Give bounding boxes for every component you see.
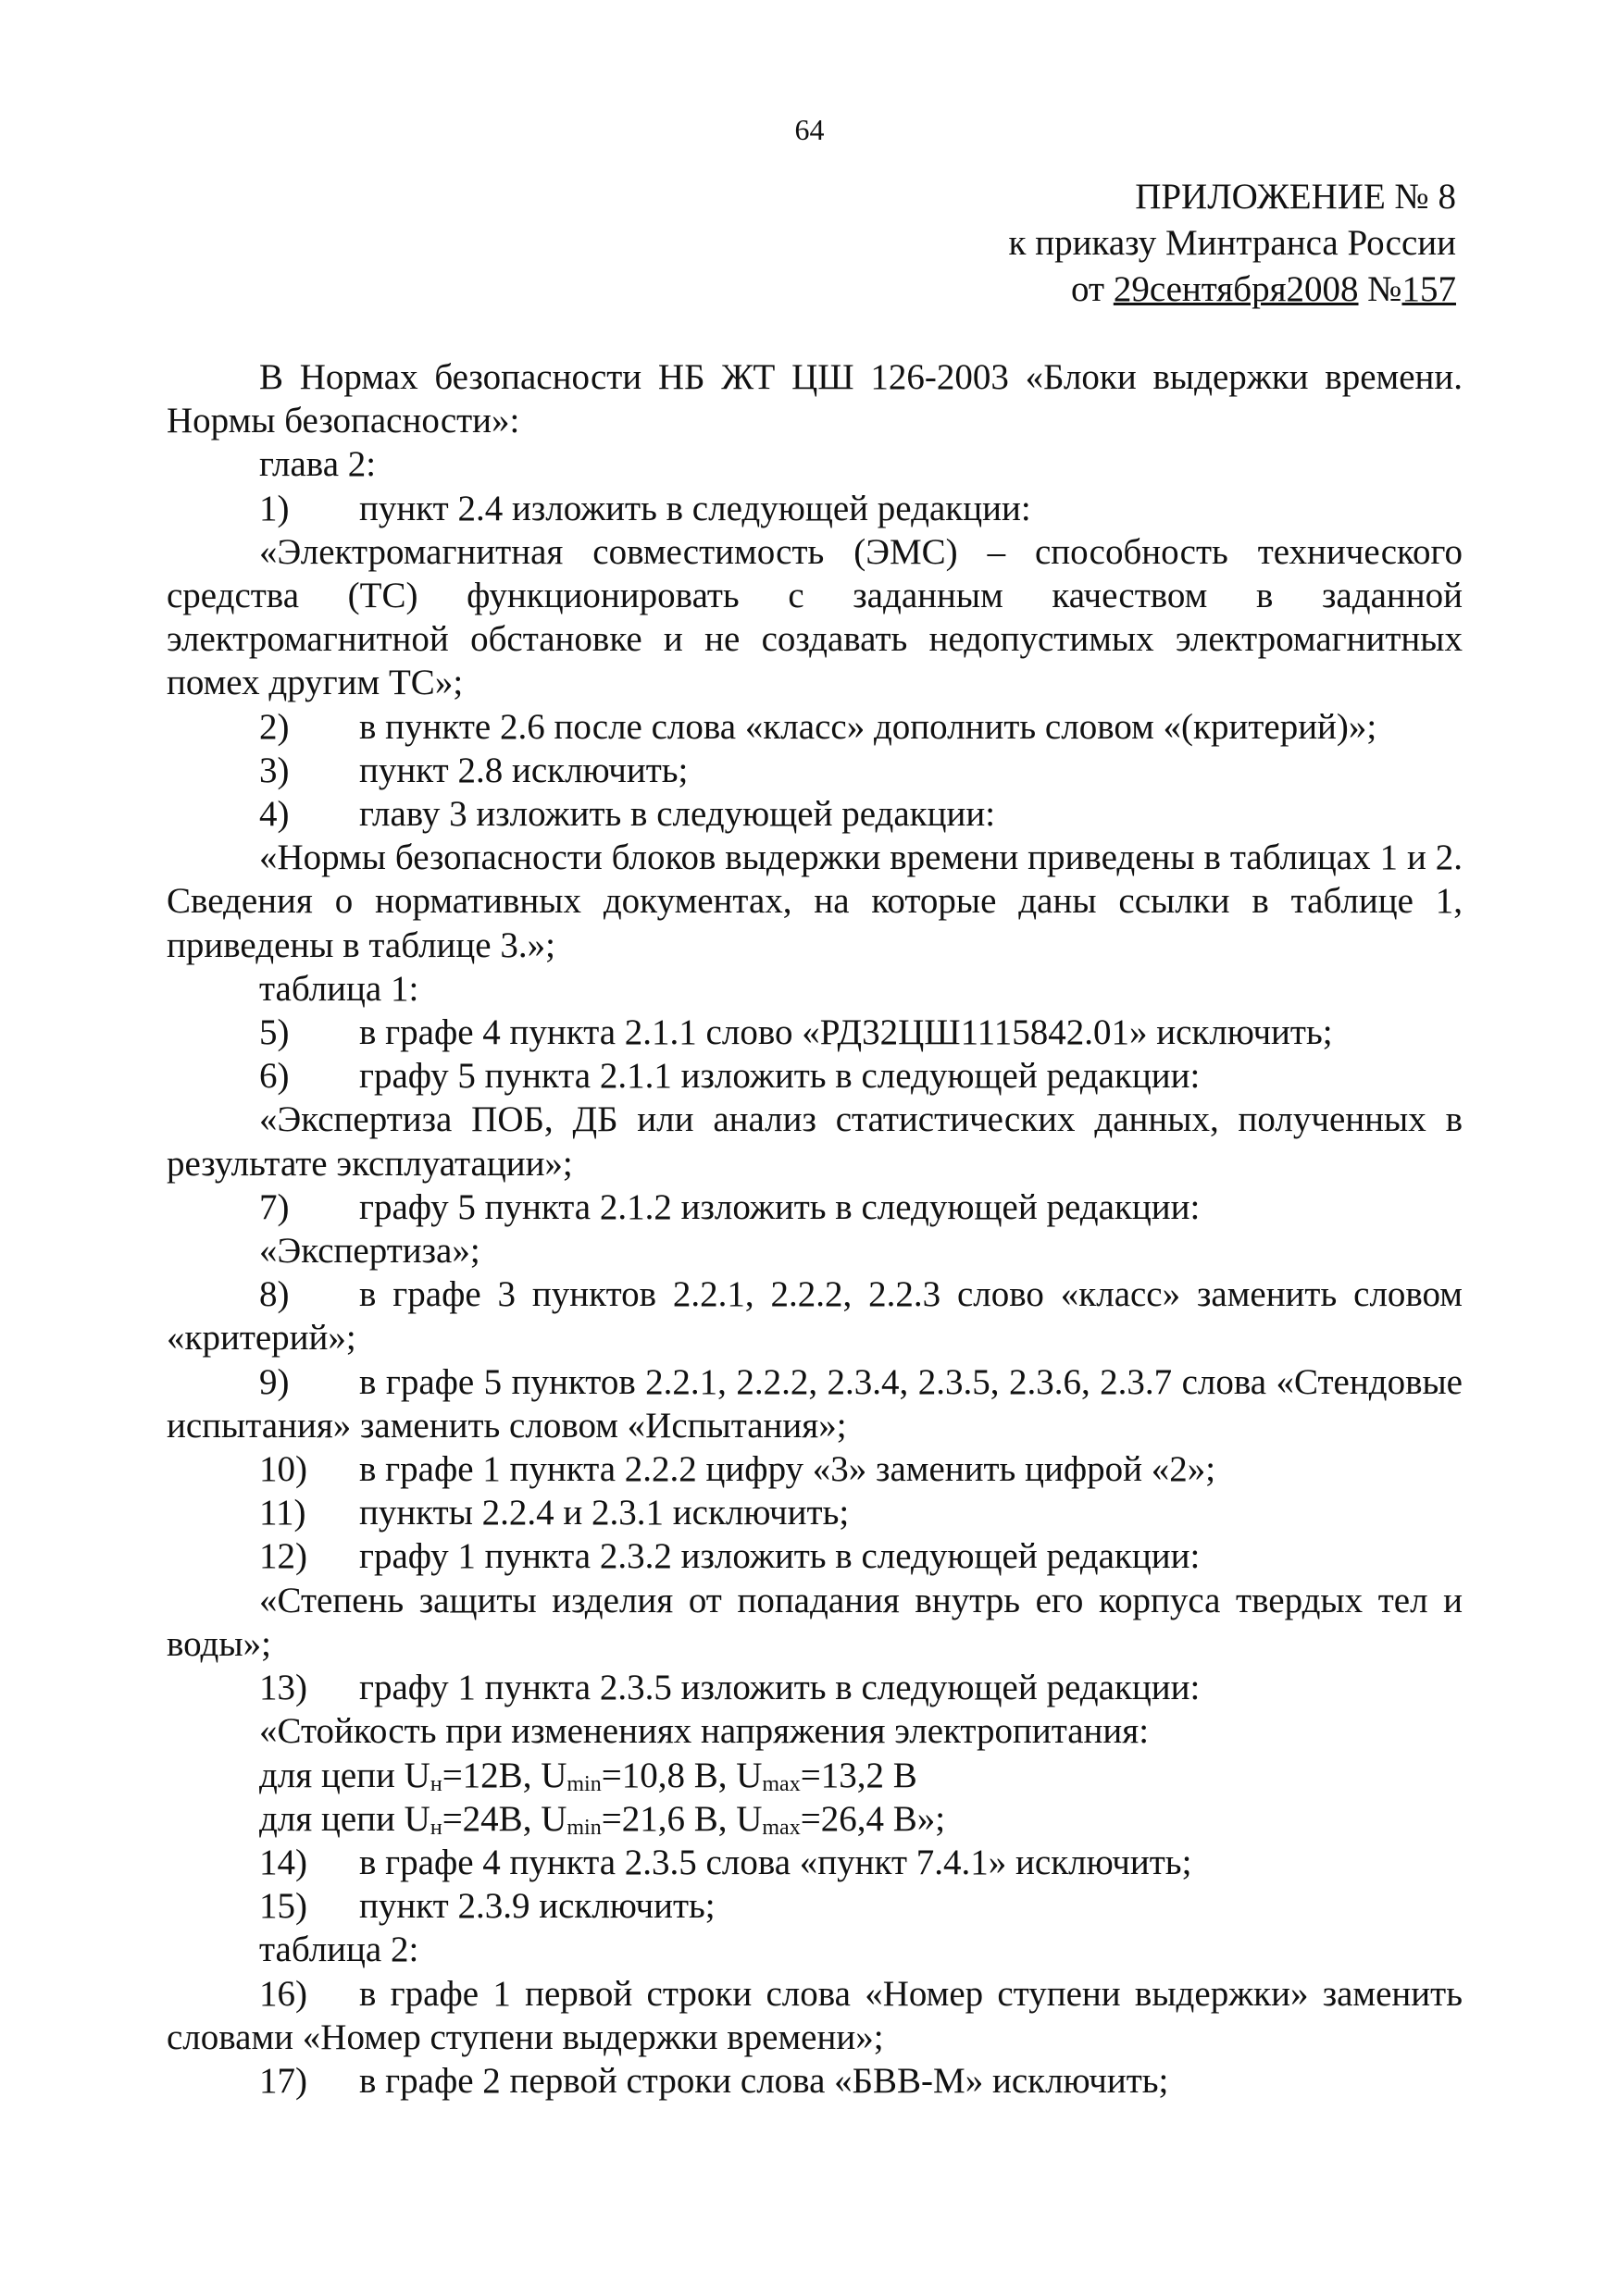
item-text: пункт 2.4 изложить в следующей редакции: [359, 488, 1031, 528]
item-text: графу 1 пункта 2.3.5 изложить в следующей редакции: [359, 1668, 1201, 1708]
subscript-min: min [567, 1771, 602, 1796]
item-number: 17) [259, 2060, 307, 2101]
circuit-text: для цепи U [259, 1798, 430, 1839]
circuit-text: =13,2 В [800, 1755, 917, 1795]
annex-header [1009, 174, 1456, 313]
item-text: пункт 2.8 исключить; [359, 750, 689, 790]
item-text: в графе 5 пунктов 2.2.1, 2.2.2, 2.3.4, 2.3.5, 2.3.6, 2.3.7 слова «Стендовые испытания» заменить словом «Испытания»; [167, 1361, 1463, 1446]
item-number: 4) [259, 794, 290, 835]
item-number: 8) [259, 1274, 290, 1315]
list-item-7 [167, 1185, 1463, 1229]
list-item-1 [167, 487, 1463, 530]
document-body [167, 355, 1463, 2103]
chapter-2-label: глава 2: [259, 444, 377, 485]
item-text: графу 5 пункта 2.1.2 изложить в следующей редакции: [359, 1186, 1201, 1227]
item-6-quote: «Экспертиза ПОБ, ДБ или анализ статистических данных, полученных в результате эксплуатации»; [167, 1099, 1463, 1184]
item-text: главу 3 изложить в следующей редакции: [359, 794, 996, 835]
subscript-max: max [762, 1771, 801, 1796]
circuit-12v-line [167, 1754, 1463, 1797]
item-4-quote: «Нормы безопасности блоков выдержки времени приведены в таблицах 1 и 2. Сведения о нормативных документах, на которые даны ссылки в таблице 1, приведены в таблице 3.»; [167, 838, 1463, 965]
item-text: пункты 2.2.4 и 2.3.1 исключить; [359, 1493, 850, 1533]
item-number: 2) [259, 706, 290, 747]
item-number: 9) [259, 1361, 290, 1402]
item-text: графу 5 пункта 2.1.1 изложить в следующей редакции: [359, 1056, 1201, 1097]
list-item-15 [167, 1884, 1463, 1928]
item-number: 12) [259, 1536, 307, 1577]
item-number: 1) [259, 488, 290, 528]
annex-title: ПРИЛОЖЕНИЕ № 8 [1135, 177, 1456, 217]
list-item-9 [167, 1360, 1463, 1447]
circuit-text: =26,4 В»; [800, 1798, 946, 1839]
annex-date-number-line [1009, 267, 1456, 313]
list-item-4 [167, 792, 1463, 836]
list-item-11 [167, 1491, 1463, 1534]
list-item-6 [167, 1054, 1463, 1098]
item-text: в графе 3 пунктов 2.2.1, 2.2.2, 2.2.3 слово «класс» заменить словом «критерий»; [167, 1274, 1463, 1359]
list-item-14 [167, 1841, 1463, 1884]
item-number: 14) [259, 1842, 307, 1882]
list-item-17 [167, 2059, 1463, 2103]
item-number: 3) [259, 750, 290, 790]
circuit-text: =24В, U [442, 1798, 567, 1839]
item-7-quote: «Экспертиза»; [259, 1231, 480, 1272]
item-text: графу 1 пункта 2.3.2 изложить в следующей редакции: [359, 1536, 1201, 1577]
item-text: в графе 2 первой строки слова «БВВ-М» исключить; [359, 2060, 1169, 2101]
item-number: 13) [259, 1668, 307, 1708]
item-text: пункт 2.3.9 исключить; [359, 1886, 716, 1927]
intro-paragraph: В Нормах безопасности НБ ЖТ ЦШ 126-2003 «Блоки выдержки времени. Нормы безопасности»: [167, 357, 1463, 441]
item-text: в графе 4 пункта 2.3.5 слова «пункт 7.4.1» исключить; [359, 1842, 1192, 1882]
list-item-3 [167, 749, 1463, 792]
number-prefix: № [1358, 269, 1402, 309]
circuit-24v-line [167, 1797, 1463, 1841]
list-item-2 [167, 705, 1463, 749]
annex-order-reference: к приказу Минтранса России [1008, 223, 1456, 263]
subscript-min: min [567, 1815, 602, 1840]
circuit-text: =21,6 В, U [601, 1798, 763, 1839]
item-number: 11) [259, 1493, 306, 1533]
subscript-max: max [762, 1815, 801, 1840]
item-number: 10) [259, 1449, 307, 1490]
table-1-label: таблица 1: [259, 968, 419, 1009]
table-2-label: таблица 2: [259, 1930, 419, 1970]
list-item-13 [167, 1666, 1463, 1709]
list-item-5 [167, 1011, 1463, 1054]
list-item-10 [167, 1447, 1463, 1491]
item-12-quote: «Степень защиты изделия от попадания внутрь его корпуса твердых тел и воды»; [167, 1580, 1463, 1664]
subscript-nominal: н [430, 1815, 442, 1840]
item-text: в графе 1 первой строки слова «Номер ступени выдержки» заменить словами «Номер ступени выдержки времени»; [167, 1973, 1463, 2057]
order-number: 157 [1401, 269, 1456, 309]
item-number: 5) [259, 1012, 290, 1053]
item-number: 16) [259, 1973, 307, 2014]
circuit-text: =12В, U [442, 1755, 567, 1795]
list-item-16 [167, 1972, 1463, 2059]
item-number: 6) [259, 1056, 290, 1097]
list-item-8 [167, 1272, 1463, 1359]
item-13-quote: «Стойкость при изменениях напряжения электропитания: [259, 1711, 1150, 1752]
date-prefix: от [1071, 269, 1114, 309]
list-item-12 [167, 1534, 1463, 1578]
circuit-text: =10,8 В, U [601, 1755, 763, 1795]
circuit-text: для цепи U [259, 1755, 430, 1795]
subscript-nominal: н [430, 1771, 442, 1796]
item-1-quote: «Электромагнитная совместимость (ЭМС) – способность технического средства (ТС) функционировать с заданным качеством в заданной электромагнитной обстановке и не создавать недопустимых электромагнитных помех другим ТС»; [167, 531, 1463, 703]
order-date: 29сентября2008 [1113, 269, 1359, 309]
item-text: в пункте 2.6 после слова «класс» дополнить словом «(критерий)»; [359, 706, 1377, 747]
item-text: в графе 4 пункта 2.1.1 слово «РД32ЦШ1115842.01» исключить; [359, 1012, 1333, 1053]
item-text: в графе 1 пункта 2.2.2 цифру «3» заменить цифрой «2»; [359, 1449, 1216, 1490]
page-number: 64 [794, 113, 825, 146]
item-number: 7) [259, 1186, 290, 1227]
item-number: 15) [259, 1886, 307, 1927]
